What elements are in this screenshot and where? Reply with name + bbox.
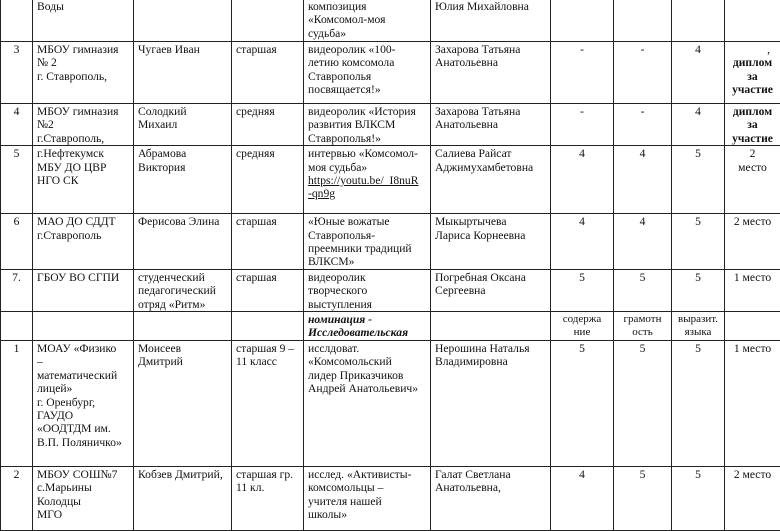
score-cell-2: - (614, 42, 672, 104)
age-group-cell (232, 146, 304, 214)
cell-text-line: № 2 (37, 56, 129, 69)
organization-cell (33, 466, 134, 530)
organization-cell (33, 312, 134, 341)
cell-text-line: 11 кл. (236, 481, 299, 494)
row-number-cell: 7. (1, 269, 33, 311)
result-cell (725, 312, 780, 341)
cell-text-line: Моисеев (138, 342, 227, 355)
cell-text-line: выступления (308, 298, 426, 311)
table-row (1, 312, 780, 341)
row-number-cell: 3 (1, 42, 33, 104)
cell-text-line: лицей» (37, 382, 129, 395)
cell-text-line: Колодцы (37, 495, 129, 508)
cell-text-line: Ставрополья (308, 70, 426, 83)
cell-text-line: летию комсомола (308, 56, 426, 69)
cell-text-line: Салиева Райсат (435, 147, 546, 160)
table-row (1, 146, 780, 214)
row-number-cell (1, 312, 33, 341)
cell-text-line: Воды (37, 0, 129, 13)
result-text-line: за (729, 70, 776, 83)
result-cell (725, 0, 780, 42)
participant-cell (134, 42, 232, 104)
table-row (1, 466, 780, 530)
participant-cell (134, 269, 232, 311)
cell-text-line: Анатольевна, (435, 481, 546, 494)
result-cell (725, 466, 780, 530)
row-number-cell (1, 0, 33, 42)
cell-text-line: «ООДТДМ им. (37, 422, 129, 435)
cell-text-line: Абрамова (138, 147, 227, 160)
cell-text-line: Дмитрий (138, 355, 227, 368)
cell-text-line: Погребная Оксана (435, 271, 546, 284)
age-group-cell (232, 42, 304, 104)
score-cell-2: 4 (614, 214, 672, 270)
cell-text-line: видеоролик «100- (308, 43, 426, 56)
cell-text-line: МГО (37, 508, 129, 521)
result-text-line: 2 (729, 147, 776, 160)
cell-text-line: Захарова Татьяна (435, 43, 546, 56)
cell-text-line: «Комсомольский (308, 355, 426, 368)
leader-cell (431, 466, 551, 530)
cell-text-line: Нерошина Наталья (435, 342, 546, 355)
table-row (1, 340, 780, 466)
result-text-line: участие (729, 132, 776, 145)
work-title-cell (304, 214, 431, 270)
work-title-cell (304, 104, 431, 146)
participant-cell (134, 0, 232, 42)
organization-cell (33, 42, 134, 104)
cell-text-line: Захарова Татьяна (435, 105, 546, 118)
cell-text-line: номинация - (308, 313, 426, 326)
criterion-header-line: ость (618, 326, 667, 339)
cell-text-line: МБОУ СОШ№7 (37, 468, 129, 481)
cell-text-line: 11 класс (236, 355, 299, 368)
leader-cell (431, 312, 551, 341)
participant-cell (134, 146, 232, 214)
criterion-header-line: ние (555, 326, 609, 339)
work-title-cell (304, 312, 431, 341)
age-group-cell (232, 269, 304, 311)
age-group-cell (232, 104, 304, 146)
criterion-header-line: содержа (555, 313, 609, 326)
cell-text-line: ВЛКСМ» (308, 255, 426, 268)
cell-text-line: исслдоват. (308, 342, 426, 355)
age-group-cell (232, 340, 304, 466)
cell-text-line: комсомольцы – (308, 481, 426, 494)
organization-cell (33, 104, 134, 146)
cell-text-line: ГАУДО (37, 409, 129, 422)
cell-text-line: «Комсомол-моя (308, 13, 426, 26)
work-title-cell (304, 466, 431, 530)
result-text-line: 1 место (729, 271, 776, 284)
cell-text-line: Чугаев Иван (138, 43, 227, 56)
cell-text-line: старшая гр. (236, 468, 299, 481)
organization-cell (33, 214, 134, 270)
result-text-line: 1 место (729, 342, 776, 355)
participant-cell (134, 340, 232, 466)
score-cell-2: 5 (614, 340, 672, 466)
cell-text-line: МБОУ гимназия (37, 43, 129, 56)
cell-text-line: творческого (308, 284, 426, 297)
score-cell-1: 4 (551, 466, 614, 530)
organization-cell (33, 269, 134, 311)
cell-text-line: Ставрополья!» (308, 132, 426, 145)
score-cell-1: 5 (551, 340, 614, 466)
leader-cell (431, 0, 551, 42)
cell-text-line: Мыкыртычева (435, 215, 546, 228)
cell-text-line: Солодкий (138, 105, 227, 118)
cell-text-line: НГО СК (37, 174, 129, 187)
cell-text-line: Ферисова Элина (138, 215, 227, 228)
work-title-cell (304, 269, 431, 311)
cell-text-line: Лариса Корнеевна (435, 229, 546, 242)
row-number-cell: 1 (1, 340, 33, 466)
score-cell-3: 5 (672, 146, 725, 214)
criterion-header-line: языка (676, 326, 720, 339)
result-text-line: за (729, 118, 776, 131)
score-cell-3 (672, 312, 725, 341)
cell-text-line: Аджимухамбетовна (435, 161, 546, 174)
cell-text-line: судьба» (308, 27, 426, 40)
row-number-cell: 5 (1, 146, 33, 214)
cell-text-line: Галат Светлана (435, 468, 546, 481)
participant-cell (134, 104, 232, 146)
cell-text-line: исслед. «Активисты- (308, 468, 426, 481)
cell-text-line: моя судьба» (308, 161, 426, 174)
cell-text-line: лидер Приказчиков (308, 369, 426, 382)
leader-cell (431, 104, 551, 146)
score-cell-2: 5 (614, 466, 672, 530)
cell-text-line: преемники традиций (308, 242, 426, 255)
score-cell-3: 5 (672, 214, 725, 270)
table-row (1, 269, 780, 311)
result-text-line: , (729, 43, 776, 56)
leader-cell (431, 340, 551, 466)
cell-text-line: Михаил (138, 118, 227, 131)
result-text-line: 2 место (729, 468, 776, 481)
cell-text-line: Анатольевна (435, 56, 546, 69)
score-cell-2 (614, 312, 672, 341)
cell-text-line: развития ВЛКСМ (308, 118, 426, 131)
cell-text-line: старшая (236, 43, 299, 56)
cell-text-line: МБОУ гимназия (37, 105, 129, 118)
cell-text-line: средняя (236, 147, 299, 160)
score-cell-3: 4 (672, 42, 725, 104)
score-cell-3 (672, 0, 725, 42)
table-row (1, 42, 780, 104)
age-group-cell (232, 466, 304, 530)
result-cell (725, 42, 780, 104)
row-number-cell: 4 (1, 104, 33, 146)
cell-text-line: Владимировна (435, 355, 546, 368)
cell-text-line: старшая (236, 271, 299, 284)
score-cell-3: 5 (672, 269, 725, 311)
table-row (1, 104, 780, 146)
cell-text-line: интервью «Комсомол- (308, 147, 426, 160)
result-text-line: диплом (729, 56, 776, 69)
score-cell-1 (551, 312, 614, 341)
score-cell-3: 5 (672, 340, 725, 466)
score-cell-3: 4 (672, 104, 725, 146)
cell-text-line: МОАУ «Физико (37, 342, 129, 355)
result-text-line: диплом (729, 105, 776, 118)
work-title-cell (304, 146, 431, 214)
cell-text-line: Андрей Анатольевич» (308, 382, 426, 395)
score-cell-2: 5 (614, 269, 672, 311)
video-link[interactable]: https://youtu.be/_I8nuR (308, 174, 426, 187)
cell-text-line: отряд «Ритм» (138, 298, 227, 311)
cell-text-line: видеоролик «История (308, 105, 426, 118)
cell-text-line: В.П. Поляничко» (37, 436, 129, 449)
participant-cell (134, 312, 232, 341)
cell-text-line: учителя нашей (308, 495, 426, 508)
cell-text-line: студенческий (138, 271, 227, 284)
video-link[interactable]: -qn9g (308, 187, 426, 200)
score-cell-2: 4 (614, 146, 672, 214)
cell-text-line: Юлия Михайловна (435, 0, 546, 13)
result-cell (725, 146, 780, 214)
score-cell-1: - (551, 104, 614, 146)
result-text-line: участие (729, 83, 776, 96)
cell-text-line: Кобзев Дмитрий, (138, 468, 227, 481)
cell-text-line: математический (37, 369, 129, 382)
age-group-cell (232, 214, 304, 270)
cell-text-line: г.Нефтекумск (37, 147, 129, 160)
score-cell-1: 4 (551, 146, 614, 214)
score-cell-1: 4 (551, 214, 614, 270)
result-cell (725, 214, 780, 270)
score-cell-3: 5 (672, 466, 725, 530)
leader-cell (431, 42, 551, 104)
result-text-line: 2 место (729, 215, 776, 228)
leader-cell (431, 214, 551, 270)
cell-text-line: г.Ставрополь (37, 229, 129, 242)
work-title-cell (304, 0, 431, 42)
score-cell-1 (551, 0, 614, 42)
cell-text-line: педагогический (138, 284, 227, 297)
cell-text-line: школы» (308, 508, 426, 521)
cell-text-line: Виктория (138, 161, 227, 174)
cell-text-line: – (37, 355, 129, 368)
row-number-cell: 6 (1, 214, 33, 270)
result-cell (725, 340, 780, 466)
participant-cell (134, 466, 232, 530)
cell-text-line: видеоролик (308, 271, 426, 284)
cell-text-line: Анатольевна (435, 118, 546, 131)
work-title-cell (304, 42, 431, 104)
row-number-cell: 2 (1, 466, 33, 530)
criterion-header-line: выразит. (676, 313, 720, 326)
cell-text-line: старшая 9 – (236, 342, 299, 355)
work-title-cell (304, 340, 431, 466)
cell-text-line: г.Ставрополь, (37, 132, 129, 145)
cell-text-line: старшая (236, 215, 299, 228)
cell-text-line: г. Оренбург, (37, 396, 129, 409)
cell-text-line: Сергеевна (435, 284, 546, 297)
score-cell-2 (614, 0, 672, 42)
participant-cell (134, 214, 232, 270)
result-cell (725, 104, 780, 146)
cell-text-line: с.Марьины (37, 481, 129, 494)
score-cell-1: 5 (551, 269, 614, 311)
cell-text-line: «Юные вожатые (308, 215, 426, 228)
cell-text-line: Ставрополья- (308, 229, 426, 242)
leader-cell (431, 269, 551, 311)
score-cell-1: - (551, 42, 614, 104)
cell-text-line: №2 (37, 118, 129, 131)
score-cell-2: - (614, 104, 672, 146)
cell-text-line: г. Ставрополь, (37, 70, 129, 83)
cell-text-line: Исследовательская (308, 326, 426, 339)
result-text-line: место (729, 161, 776, 174)
organization-cell (33, 146, 134, 214)
organization-cell (33, 340, 134, 466)
age-group-cell (232, 0, 304, 42)
criterion-header-line: грамотн (618, 313, 667, 326)
cell-text-line: посвящается!» (308, 83, 426, 96)
cell-text-line: ГБОУ ВО СГПИ (37, 271, 129, 284)
table-row (1, 214, 780, 270)
age-group-cell (232, 312, 304, 341)
cell-text-line: средняя (236, 105, 299, 118)
cell-text-line: МАО ДО СДДТ (37, 215, 129, 228)
leader-cell (431, 146, 551, 214)
cell-text-line: композиция (308, 0, 426, 13)
table-row (1, 0, 780, 42)
organization-cell (33, 0, 134, 42)
cell-text-line: МБУ ДО ЦВР (37, 161, 129, 174)
result-cell (725, 269, 780, 311)
